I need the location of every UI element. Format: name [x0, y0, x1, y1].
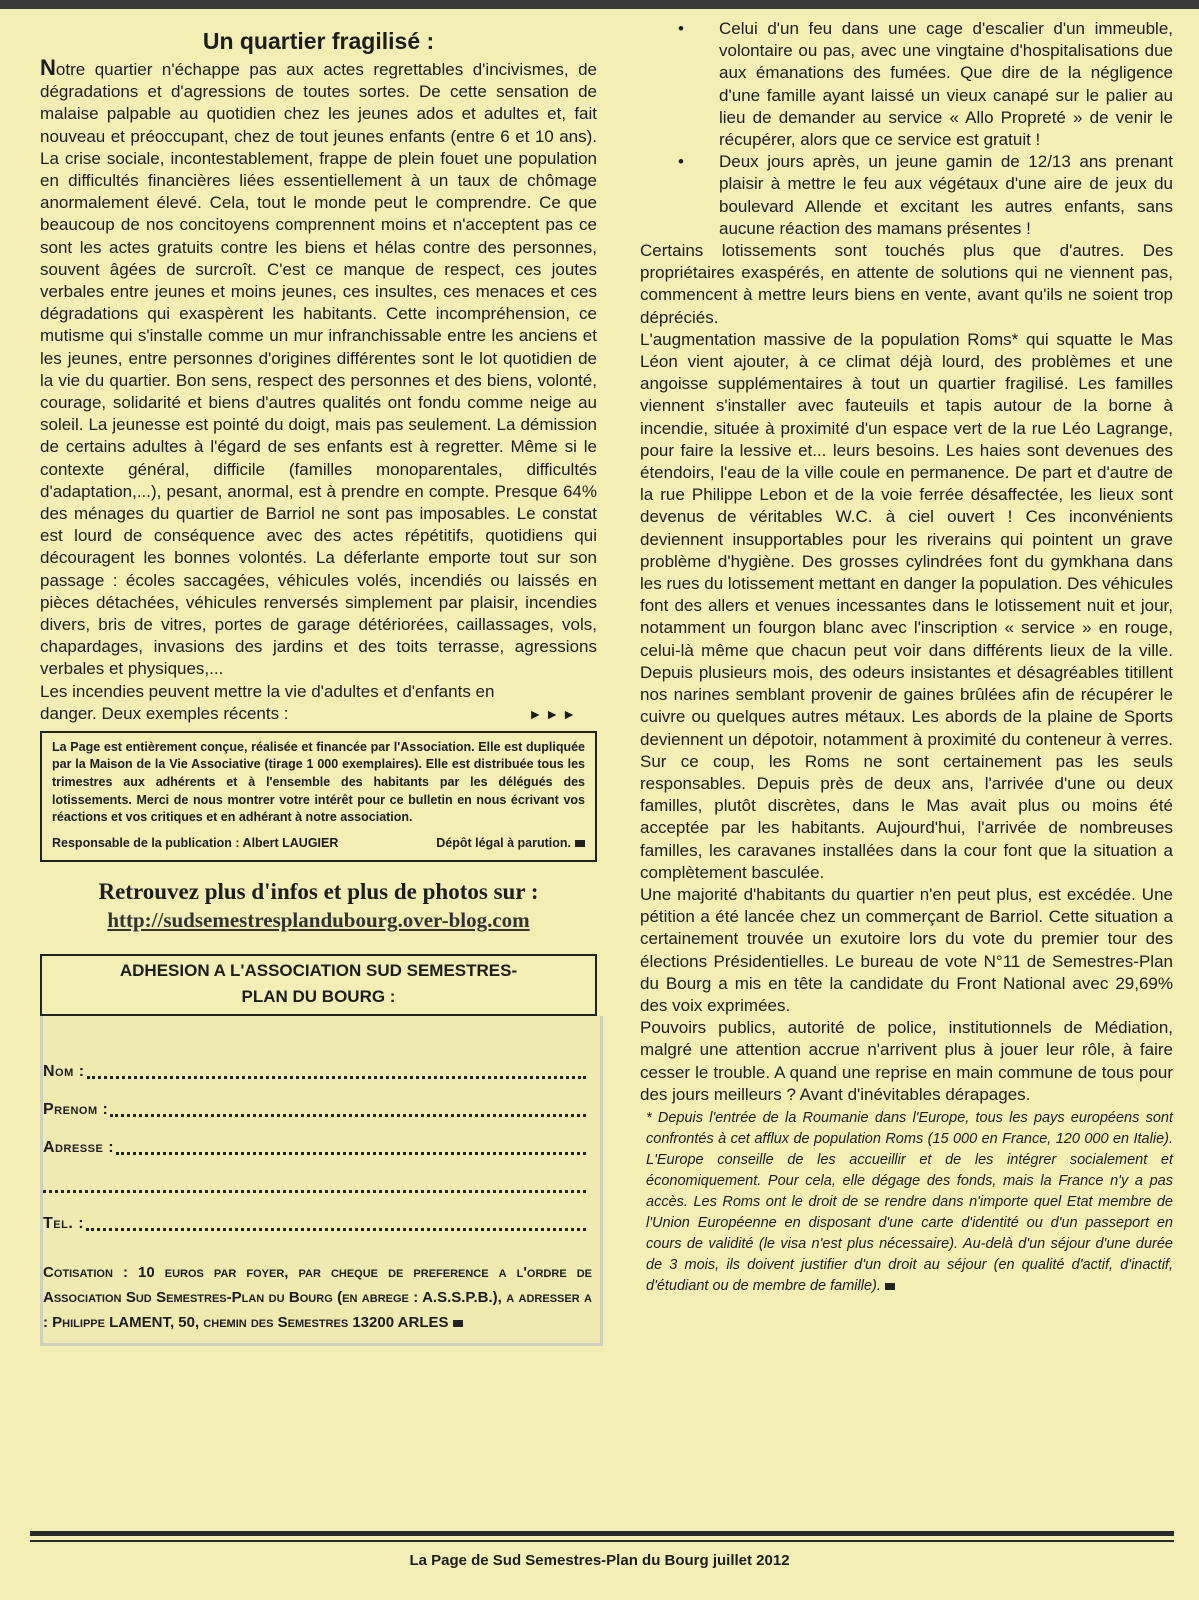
para-majorite: Une majorité d'habitants du quartier n'en peut plus, est excédée. Une pétition a été lancée chez un commerçant de Barriol. Cette situation a certainement trouvée un exutoire lors du vote du premier tour des élections Présidentielles. Le bureau de vote N°11 de Semestres-Plan du Bourg a mis en tête la candidate du Front National avec 29,69% des voix exprimées. [640, 884, 1173, 1015]
article-title: Un quartier fragilisé : [202, 28, 435, 54]
examples-list [640, 18, 1173, 240]
adresse-dotted-line-2 [43, 1176, 586, 1193]
nom-dotted-line [87, 1062, 586, 1079]
adhesion-form [40, 1016, 603, 1346]
para-pouvoirs: Pouvoirs publics, autorité de police, institutionnels de Médiation, malgré une attention accrue n'arrivent plus à jouer leur rôle, à faire cesser le trouble. A quand une reprise en main commune de tous pour des jours meilleurs ? Avant d'inévitables dérapages. [640, 1018, 1173, 1104]
end-square-icon [575, 840, 585, 847]
cotisation-text [43, 1260, 592, 1335]
continue-arrows-icon: ►►► [528, 705, 579, 722]
top-rule [0, 0, 1199, 9]
bottom-rule-thin [30, 1540, 1174, 1542]
adhesion-title-line-1: ADHESION A L'ASSOCIATION SUD SEMESTRES- [119, 961, 518, 981]
nom-field[interactable] [43, 1062, 592, 1100]
promo-line: Retrouvez plus d'infos et plus de photos sur : [98, 879, 539, 905]
tel-field[interactable] [43, 1214, 592, 1252]
end-square-icon [885, 1283, 895, 1290]
para-roms: L'augmentation massive de la population Roms* qui squatte le Mas Léon vient ajouter, à ce climat déjà lourd, des problèmes et une angoisse supplémentaires à tout un quartier fragilisé. Les familles viennent s'installer avec fauteuils et tapis autour de la borne à incendie, située à proximité d'un espace vert de la rue Léo Lagrange, pour faire la lessive et... leurs besoins. Les haies sont devenues des étendoirs, l'eau de la ville coule en permanence. De part et d'autre de la rue Philippe Lebon et de la voie ferrée désaffectée, les lieux sont devenus de véritables W.C. à ciel ouvert ! Ces inconvénients deviennent insupportables pour les riverains qui pointent un grave problème d'hygiène. Des grosses cylindrées font du gymkhana dans les rues du lotissement mettant en danger la population. Des véhicules font des allers et venues incessantes dans le lotissement nuit et jour, notamment un fourgon blanc avec l'inscription « service » en rouge, celui-là même que chacun peut voir dans différents lieux de la ville. Depuis plusieurs mois, des odeurs insistantes et désagréables titillent nos narines semblant provenir de gaines brûlées afin de récupérer le cuivre ou quelques autres métaux. Les abords de la plaine de Sports deviennent un dépotoir, notamment à proximité du conteneur à verres. Sur ce coup, les Roms ne sont certainement pas les seuls responsables. Depuis près de deux ans, l'arrivée d'une ou deux familles, plutôt discrètes, dans le Mas avait plus ou moins été acceptée par les habitants. Aujourd'hui, l'arrivée de nombreuses familles, les caravanes installées dans la cour font que la situation a complètement basculée. [640, 329, 1173, 882]
footnote [640, 1108, 1173, 1297]
list-item: • Celui d'un feu dans une cage d'escalier d'un immeuble, volontaire ou pas, avec une vingtaine d'hospitalisations due aux émanations des fumées. Que dire de la négligence d'une famille ayant laissé un vieux canapé sur le palier au lieu de demander au service « Allo Propreté » de venir le récupérer, alors que ce service est gratuit ! [640, 18, 1173, 151]
promo-block [40, 878, 597, 934]
infobox-depot: Dépôt légal à parution. [436, 835, 571, 850]
incendies-text: danger. Deux exemples récents : [40, 703, 289, 723]
adresse-dotted-line [116, 1138, 586, 1155]
prenom-field[interactable] [43, 1100, 592, 1138]
adresse-field[interactable] [43, 1138, 592, 1176]
tel-label: Tel. : [43, 1215, 85, 1233]
left-column [40, 18, 597, 1346]
footnote-text: * Depuis l'entrée de la Roumanie dans l'Europe, tous les pays européens sont confrontés à cet afflux de population Roms (15 000 en France, 120 000 en Italie). L'Europe conseille de les accueillir et de les intégrer socialement et économiquement. Pour cela, elle dégage des fonds, mais la France n'y a pas accès. Les Roms ont le droit de se rendre dans n'importe quel Etat membre de l'Union Européenne en disposant d'une carte d'identité ou d'un passeport en cours de validité (le visa n'est plus nécessaire). Au-delà d'un séjour d'une durée de 3 mois, ils doivent justifier d'un droit au séjour (en qualité d'actif, d'inactif, d'étudiant ou de membre de famille). [646, 1109, 1173, 1294]
cotisation-value: Cotisation : 10 euros par foyer, par cheque de preference a l'ordre de Association Sud Semestres-Plan du Bourg (en abrege : A.S.S.P.B.), a adresser a : Philippe LAMENT, 50, chemin des Semestres 13200 ARLES [43, 1264, 592, 1332]
bottom-rule [30, 1531, 1174, 1536]
adresse-field-2[interactable] [43, 1176, 592, 1214]
infobox-signature [52, 835, 585, 853]
nom-label: Nom : [43, 1063, 85, 1081]
tel-dotted-line [86, 1214, 586, 1231]
incendies-line-1: Les incendies peuvent mettre la vie d'adultes et d'enfants en [40, 681, 495, 701]
right-column [640, 18, 1173, 1297]
end-square-icon [453, 1320, 463, 1327]
incendies-line-2 [40, 703, 597, 725]
article-intro: Notre quartier n'échappe pas aux actes regrettables d'incivismes, de dégradations et d'agressions de toutes sortes. De cette sensation de malaise palpable au quotidien chez les jeunes ados et adultes et, fait nouveau et préoccupant, chez de tout jeunes enfants (entre 6 et 10 ans). La crise sociale, incontestablement, frappe de plein fouet une population en difficultés financières liées essentiellement à un taux de chômage anormalement élevé. Cela, tout le monde peut le comprendre. Ce que beaucoup de nos concitoyens comprennent moins et n'acceptent pas ce sont les actes gratuits contre les biens et hélas contre des personnes, souvent âgées de surcroît. C'est ce manque de respect, ces joutes verbales entre jeunes et moins jeunes, ces insultes, ces menaces et ces dégradations qui exaspèrent les habitants. Cette incompréhension, ce mutisme qui s'installe comme un mur infranchissable entre les anciens et les jeunes, entre personnes d'origines différentes sont le lot quotidien de la vie du quartier. Bon sens, respect des personnes et des biens, volonté, courage, solidarité et biens d'autres qualités ont fondu comme neige au soleil. La jeunesse est pointé du doigt, mais pas seulement. La démission de certains adultes à l'égard de ses enfants est à regretter. Même si le contexte général, difficile (familles monoparentales, difficultés d'adaptation,...), pesant, anormal, est à prendre en compte. Presque 64% des ménages du quartier de Barriol ne sont pas imposables. Le constat est lourd de conséquence avec des actes répétitifs, quotidiens qui découragent les bonnes volontés. La déferlante emporte tout sur son passage : écoles saccagées, véhicules volés, incendiés ou laissés en pièces détachées, véhicules renversés simplement par plaisir, incendies divers, bris de vitres, portes de garage détériorées, caillassages, vols, chapardages, invasions des jardins et des toits terrasse, agressions verbales et physiques,... [40, 55, 597, 679]
page-footer: La Page de Sud Semestres-Plan du Bourg juillet 2012 [409, 1552, 790, 1569]
para-lotissements: Certains lotissements sont touchés plus que d'autres. Des propriétaires exaspérés, en attente de solutions qui ne viennent pas, commencent à mettre leurs biens en vente, avant qu'ils ne soient trop dépréciés. [640, 241, 1173, 327]
blog-link[interactable]: http://sudsemestresplandubourg.over-blog.com [107, 908, 530, 933]
list-item: • Deux jours après, un jeune gamin de 12/13 ans prenant plaisir à mettre le feu aux végétaux d'une aire de jeux du boulevard Allende et excitant les autres enfants, sans aucune réaction des mamans présentes ! [640, 151, 1173, 240]
infobox-responsable: Responsable de la publication : Albert LAUGIER [52, 835, 339, 850]
adhesion-title [40, 954, 597, 1016]
publication-infobox [40, 731, 597, 863]
adresse-label: Adresse : [43, 1139, 115, 1157]
infobox-text: La Page est entièrement conçue, réalisée et financée par l'Association. Elle est dupliquée par la Maison de la Vie Associative (tirage 1 000 exemplaires). Elle est distribuée tous les trimestres aux adhérents et à l'ensemble des habitants par les délégués des lotissements. Merci de nous montrer votre intérêt pour ce bulletin en nous écrivant vos réactions et vos critiques et en adhérant à notre association. [52, 739, 585, 825]
prenom-dotted-line [110, 1100, 586, 1117]
prenom-label: Prenom : [43, 1101, 109, 1119]
adhesion-title-line-2: PLAN DU BOURG : [241, 987, 396, 1007]
